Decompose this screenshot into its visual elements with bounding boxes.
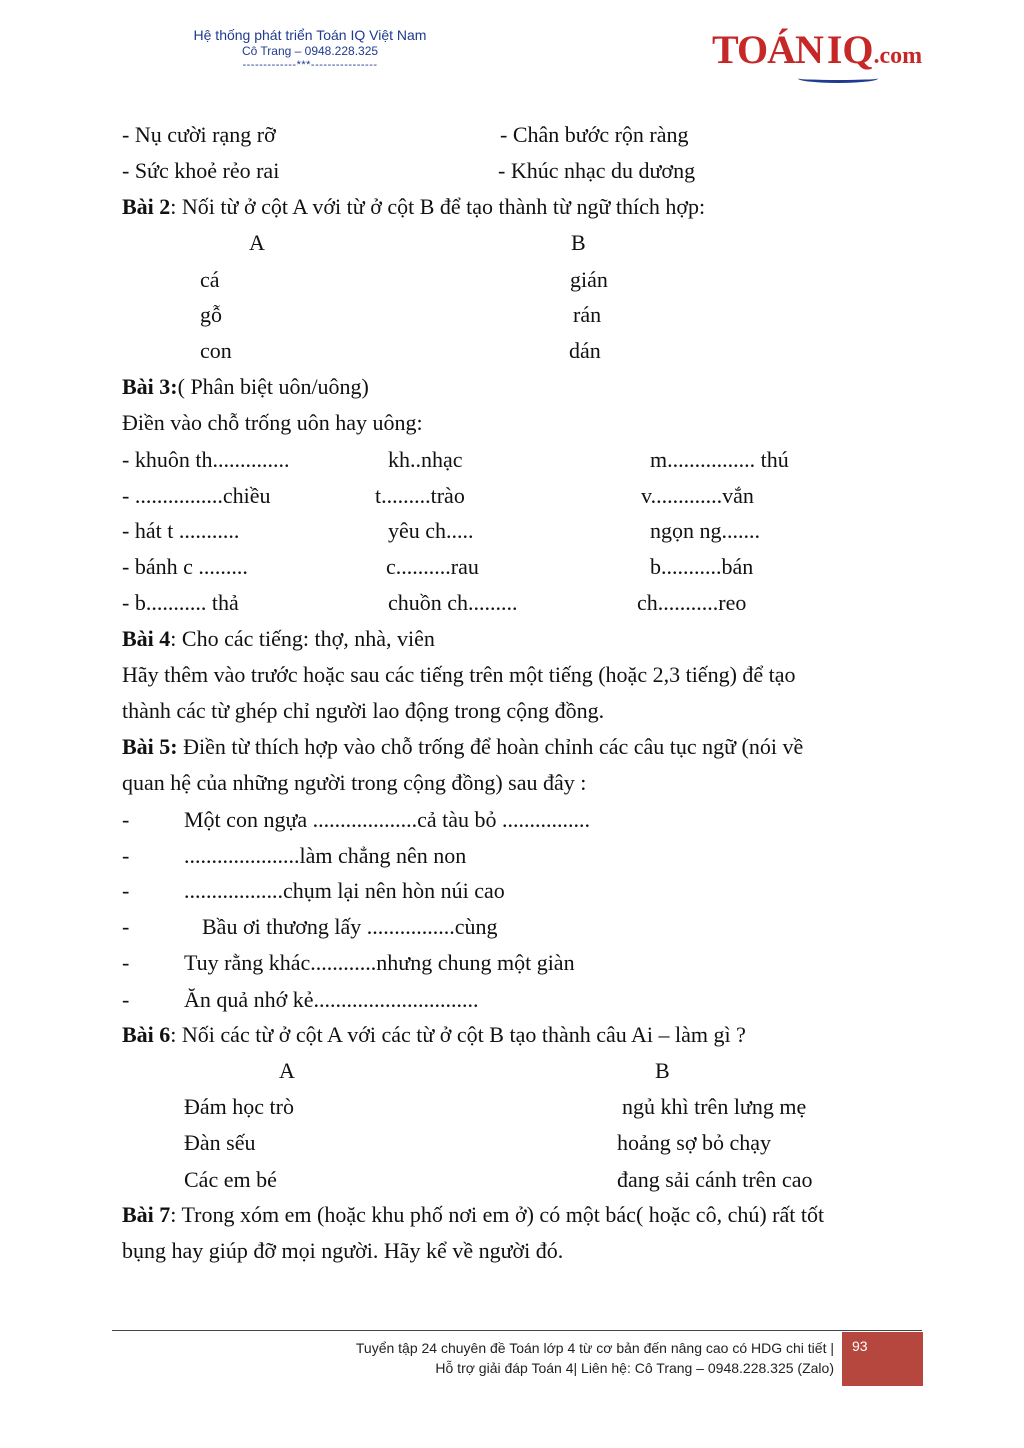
exercise-4-line-3: thành các từ ghép chỉ người lao động trong cộng đồng. bbox=[122, 698, 605, 723]
ex2-a3: con bbox=[200, 338, 232, 363]
phrase-2b: - Khúc nhạc du dương bbox=[498, 158, 696, 183]
page-number-box bbox=[842, 1332, 923, 1386]
list-dash: - bbox=[122, 843, 130, 868]
ex2-a1: cá bbox=[200, 267, 220, 292]
page-number: 93 bbox=[852, 1338, 868, 1354]
ex3-r2c1: - ................chiều bbox=[122, 483, 271, 508]
ex6-a2: Đàn sếu bbox=[184, 1130, 256, 1155]
exercise-5-label: Bài 5: bbox=[122, 734, 178, 759]
ex2-b1: gián bbox=[570, 267, 608, 292]
phrase-1b: - Chân bước rộn ràng bbox=[500, 122, 689, 147]
ex6-a3: Các em bé bbox=[184, 1167, 277, 1192]
header-contact: Cô Trang – 0948.228.325 bbox=[241, 44, 379, 58]
exercise-4-label: Bài 4 bbox=[122, 626, 171, 651]
ex5-item-5: Tuy rằng khác............nhưng chung một giàn bbox=[184, 950, 575, 975]
logo-toan: TOÁN bbox=[712, 27, 823, 72]
ex3-r3c2: yêu ch..... bbox=[388, 518, 474, 543]
exercise-6-heading bbox=[122, 1021, 746, 1049]
exercise-4-heading bbox=[122, 625, 435, 653]
footer-line-2: Hỗ trợ giải đáp Toán 4| Liên hệ: Cô Trang – 0948.228.325 (Zalo) bbox=[435, 1360, 834, 1376]
toaniq-logo bbox=[712, 26, 922, 86]
ex2-b2: rán bbox=[573, 302, 602, 327]
exercise-5-heading bbox=[122, 733, 803, 761]
exercise-3-heading bbox=[122, 373, 369, 401]
exercise-6-label: Bài 6 bbox=[122, 1022, 171, 1047]
exercise-2-heading bbox=[122, 193, 705, 221]
exercise-5-line-2: quan hệ của những người trong cộng đồng) sau đây : bbox=[122, 770, 587, 795]
ex3-r1c1: - khuôn th.............. bbox=[122, 447, 290, 472]
ex3-r5c2: chuồn ch......... bbox=[388, 590, 518, 615]
ex3-r3c3: ngọn ng....... bbox=[650, 518, 760, 543]
logo-com: .com bbox=[873, 43, 923, 69]
ex6-b3: đang sải cánh trên cao bbox=[617, 1167, 813, 1192]
ex3-r4c1: - bánh c ......... bbox=[122, 554, 248, 579]
header-org: Hệ thống phát triển Toán IQ Việt Nam bbox=[193, 27, 427, 43]
ex2-b3: dán bbox=[569, 338, 601, 363]
exercise-5-text: Điền từ thích hợp vào chỗ trống để hoàn chỉnh các câu tục ngữ (nói về bbox=[177, 734, 804, 759]
exercise-7-text: : Trong xóm em (hoặc khu phố nơi em ở) có một bác( hoặc cô, chú) rất tốt bbox=[170, 1202, 825, 1227]
ex6-b1: ngủ khì trên lưng mẹ bbox=[622, 1094, 807, 1119]
ex6-col-b-header: B bbox=[655, 1058, 670, 1083]
header-divider: -------------***---------------- bbox=[242, 59, 378, 71]
ex2-col-a-header: A bbox=[249, 230, 265, 255]
ex3-r4c3: b...........bán bbox=[650, 554, 754, 579]
logo-swoosh bbox=[798, 74, 878, 83]
ex3-r5c1: - b........... thả bbox=[122, 590, 239, 615]
exercise-2-label: Bài 2 bbox=[122, 194, 171, 219]
header-info bbox=[130, 26, 490, 71]
ex3-r2c2: t.........trào bbox=[375, 483, 465, 508]
footer-divider bbox=[112, 1330, 922, 1331]
list-dash: - bbox=[122, 914, 130, 939]
ex3-r1c2: kh..nhạc bbox=[388, 447, 463, 472]
list-dash: - bbox=[122, 987, 130, 1012]
ex3-r3c1: - hát t ........... bbox=[122, 518, 240, 543]
ex6-a1: Đám học trò bbox=[184, 1094, 294, 1119]
footer-line-1: Tuyển tập 24 chuyên đề Toán lớp 4 từ cơ bản đến nâng cao có HDG chi tiết | bbox=[355, 1340, 834, 1356]
ex5-item-3: ..................chụm lại nên hòn núi cao bbox=[184, 878, 505, 903]
ex3-r1c3: m................ thú bbox=[650, 447, 789, 472]
ex2-a2: gỗ bbox=[200, 302, 222, 327]
ex2-col-b-header: B bbox=[571, 230, 586, 255]
exercise-7-heading bbox=[122, 1201, 824, 1229]
logo-iq: IQ bbox=[826, 27, 874, 72]
exercise-3-instruction: Điền vào chỗ trống uôn hay uông: bbox=[122, 410, 423, 435]
ex5-item-6: Ăn quả nhớ kẻ.............................. bbox=[184, 987, 479, 1012]
exercise-7-label: Bài 7 bbox=[122, 1202, 171, 1227]
exercise-3-label: Bài 3: bbox=[122, 374, 178, 399]
ex5-item-4: Bầu ơi thương lấy ................cùng bbox=[202, 914, 498, 939]
ex6-col-a-header: A bbox=[279, 1058, 295, 1083]
exercise-3-text: ( Phân biệt uôn/uông) bbox=[177, 374, 369, 399]
exercise-7-line-2: bụng hay giúp đỡ mọi người. Hãy kể về người đó. bbox=[122, 1238, 564, 1263]
footer-text bbox=[356, 1338, 834, 1378]
exercise-2-text: : Nối từ ở cột A với từ ở cột B để tạo thành từ ngữ thích hợp: bbox=[170, 194, 706, 219]
list-dash: - bbox=[122, 878, 130, 903]
exercise-4-text: : Cho các tiếng: thợ, nhà, viên bbox=[170, 626, 435, 651]
list-dash: - bbox=[122, 950, 130, 975]
ex3-r5c3: ch...........reo bbox=[637, 590, 747, 615]
ex3-r4c2: c..........rau bbox=[386, 554, 479, 579]
phrase-1a: - Nụ cười rạng rỡ bbox=[122, 122, 276, 147]
ex5-item-1: Một con ngựa ...................cả tàu bỏ ................ bbox=[184, 807, 591, 832]
exercise-4-line-2: Hãy thêm vào trước hoặc sau các tiếng trên một tiếng (hoặc 2,3 tiếng) để tạo bbox=[122, 662, 796, 687]
phrase-2a: - Sức khoẻ rẻo rai bbox=[122, 158, 280, 183]
ex6-b2: hoảng sợ bỏ chạy bbox=[617, 1130, 771, 1155]
exercise-6-text: : Nối các từ ở cột A với các từ ở cột B tạo thành câu Ai – làm gì ? bbox=[170, 1022, 746, 1047]
ex3-r2c3: v.............vắn bbox=[641, 483, 754, 508]
list-dash: - bbox=[122, 807, 130, 832]
ex5-item-2: .....................làm chẳng nên non bbox=[184, 843, 467, 868]
